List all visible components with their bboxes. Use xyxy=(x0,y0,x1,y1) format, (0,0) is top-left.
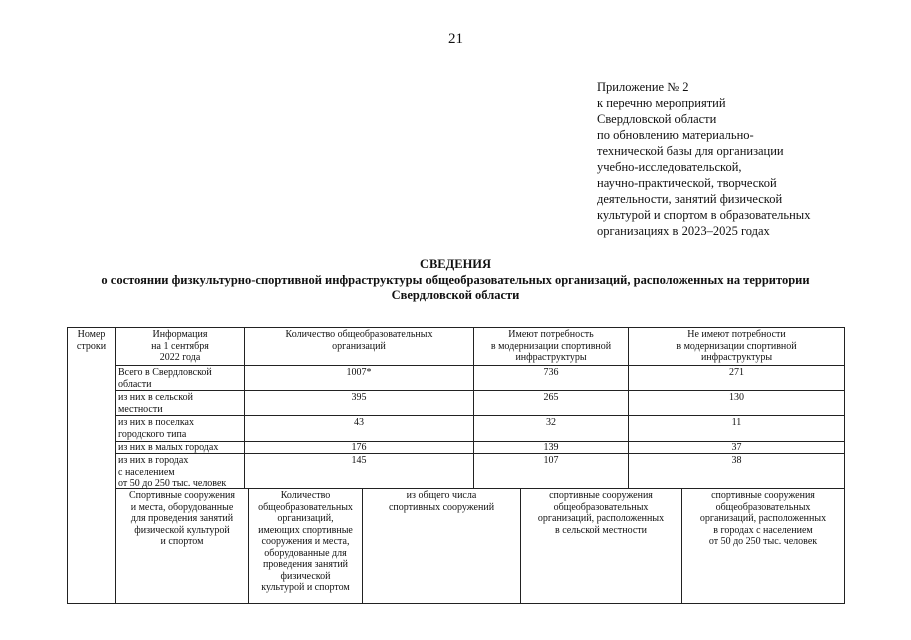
header-line: на 1 сентября xyxy=(151,340,209,352)
header-line: оборудованные для xyxy=(264,547,347,559)
header-line: Количество xyxy=(280,490,331,501)
header-line: Информация xyxy=(152,329,208,340)
row-total: 176 xyxy=(351,442,367,453)
header-line: и спортом xyxy=(160,536,204,547)
header-line: организаций, расположенных xyxy=(537,513,665,524)
header-line: имеющих спортивные xyxy=(258,524,353,536)
row-no-need: 271 xyxy=(729,367,744,378)
header-row-number xyxy=(68,329,115,352)
row-label-line: с населением xyxy=(118,466,175,478)
row-label xyxy=(116,367,244,390)
row-label-line: местности xyxy=(118,403,163,415)
header-line: в сельской местности xyxy=(555,524,647,536)
row-total: 43 xyxy=(354,417,364,428)
document-heading xyxy=(20,257,891,304)
header-info-date xyxy=(116,329,244,364)
header-line: для проведения занятий xyxy=(130,513,234,524)
header-line: в городах с населением xyxy=(713,524,813,536)
header-line: Не имеют потребности xyxy=(687,329,786,340)
header-line: организаций, расположенных xyxy=(699,513,827,524)
row-label xyxy=(116,455,244,490)
row-label-line: Всего в Свердловской xyxy=(118,367,212,378)
table-rule xyxy=(115,390,845,391)
appendix-note xyxy=(597,79,897,239)
row-label-line: от 50 до 250 тыс. человек xyxy=(118,478,227,489)
header-org-count xyxy=(245,329,473,352)
header-line: инфраструктуры xyxy=(515,352,587,363)
header-line: проведения занятий xyxy=(262,559,349,570)
sports-facilities-header xyxy=(116,490,248,548)
row-label-line: из них в малых городах xyxy=(118,442,219,453)
appendix-line: технической базы для организации xyxy=(597,144,784,158)
row-total: 395 xyxy=(351,392,367,403)
appendix-line: учебно-исследовательской, xyxy=(597,160,742,174)
header-line: в модернизации спортивной xyxy=(676,340,797,352)
row-label-line: области xyxy=(118,378,152,390)
rural-facilities-header xyxy=(521,490,681,536)
header-line: Имеют потребность xyxy=(508,329,594,340)
row-need: 736 xyxy=(543,367,559,378)
appendix-line: к перечню мероприятий xyxy=(597,96,726,110)
header-line: Количество общеобразовательных xyxy=(285,329,433,340)
appendix-line: Приложение № 2 xyxy=(597,80,689,94)
appendix-line: научно-практической, творческой xyxy=(597,176,777,190)
header-no-need-modernization xyxy=(629,329,844,364)
header-need-modernization xyxy=(474,329,628,364)
header-line: организаций, xyxy=(277,513,334,524)
heading-title: СВЕДЕНИЯ xyxy=(419,257,492,271)
row-need: 107 xyxy=(543,455,559,466)
table-rule xyxy=(844,327,845,604)
row-total: 1007* xyxy=(346,367,372,378)
header-line: инфраструктуры xyxy=(700,352,773,363)
city-facilities-header xyxy=(682,490,844,548)
row-label-line: из них в сельской xyxy=(118,392,193,403)
appendix-line: по обновлению материально- xyxy=(597,128,754,142)
infrastructure-table xyxy=(67,327,845,604)
header-line: физической xyxy=(280,570,331,582)
header-line: строки xyxy=(76,340,107,352)
header-line: и места, оборудованные xyxy=(130,501,234,513)
row-no-need: 38 xyxy=(731,455,742,466)
header-line: организаций xyxy=(332,340,386,352)
header-line: от 50 до 250 тыс. человек xyxy=(708,536,818,547)
header-line: Номер xyxy=(77,329,106,340)
header-line: сооружения и места, xyxy=(261,536,350,547)
header-line: общеобразовательных xyxy=(258,501,353,513)
heading-subtitle-line: Свердловской области xyxy=(391,288,520,302)
table-rule xyxy=(67,603,845,604)
table-rule xyxy=(115,415,845,416)
header-line: общеобразовательных xyxy=(715,501,811,513)
of-total-facilities-header xyxy=(363,490,520,513)
header-line: физической культурой xyxy=(134,524,230,536)
row-label-line: из них в городах xyxy=(118,455,189,466)
table-rule xyxy=(115,365,845,366)
page-number: 21 xyxy=(448,31,463,47)
orgs-with-facilities-header xyxy=(249,490,362,594)
row-label xyxy=(116,442,244,454)
header-line: в модернизации спортивной xyxy=(490,340,612,352)
table-rule xyxy=(67,327,845,328)
appendix-line: организациях в 2023–2025 годах xyxy=(597,224,770,238)
row-need: 139 xyxy=(543,442,559,453)
row-label-line: городского типа xyxy=(118,428,187,440)
row-no-need: 11 xyxy=(731,417,742,428)
header-line: спортивные сооружения xyxy=(711,490,815,501)
appendix-line: культурой и спортом в образовательных xyxy=(597,208,811,222)
appendix-line: Свердловской области xyxy=(597,112,717,126)
row-label xyxy=(116,417,244,440)
header-line: из общего числа xyxy=(406,490,477,501)
heading-subtitle-line: о состоянии физкультурно-спортивной инфраструктуры общеобразовательных организаций, расположенных на территории xyxy=(101,272,810,287)
row-no-need: 37 xyxy=(731,442,742,453)
row-label-line: из них в поселках xyxy=(118,417,194,428)
header-line: общеобразовательных xyxy=(553,501,649,513)
header-line: спортивные сооружения xyxy=(549,490,653,501)
table-rule xyxy=(67,327,68,604)
appendix-line: деятельности, занятий физической xyxy=(597,192,783,206)
row-total: 145 xyxy=(351,455,367,466)
header-line: культурой и спортом xyxy=(261,582,350,593)
header-line: 2022 года xyxy=(159,352,201,363)
row-label xyxy=(116,392,244,415)
header-line: Спортивные сооружения xyxy=(128,490,236,501)
row-need: 265 xyxy=(543,392,559,403)
row-no-need: 130 xyxy=(729,392,744,403)
row-need: 32 xyxy=(546,417,556,428)
header-line: спортивных сооружений xyxy=(388,501,495,513)
